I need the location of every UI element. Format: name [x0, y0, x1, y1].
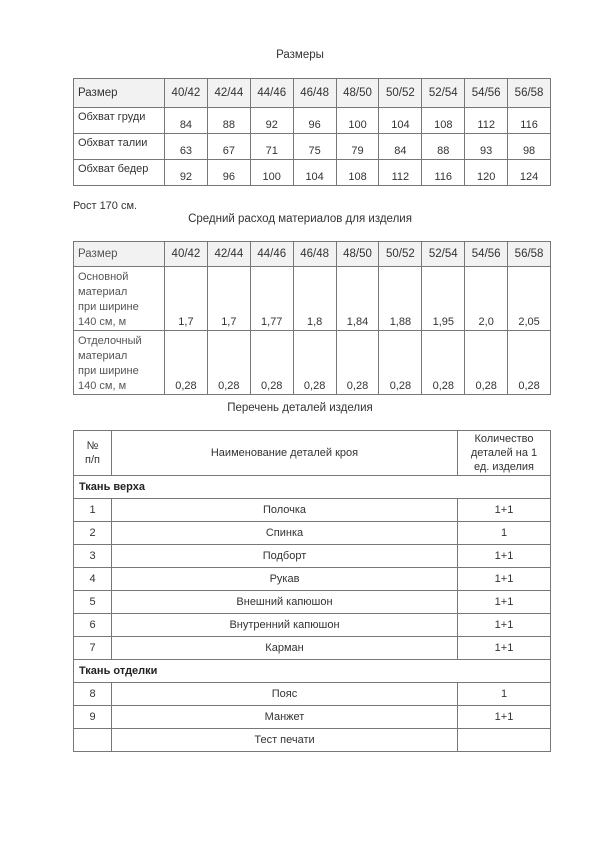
header-cell: Размер [74, 242, 165, 267]
header-cell: 52/54 [422, 79, 465, 108]
group-label: Ткань верха [74, 476, 551, 499]
value-cell: 2,0 [465, 267, 508, 331]
value-cell: 1,84 [336, 267, 379, 331]
item-qty: 1+1 [458, 706, 551, 729]
header-qty-line: ед. изделия [473, 461, 535, 473]
item-name: Внешний капюшон [112, 591, 458, 614]
item-num: 2 [74, 522, 112, 545]
value-cell: 0,28 [422, 331, 465, 395]
value-cell: 92 [165, 160, 208, 186]
item-num: 3 [74, 545, 112, 568]
value-cell: 1,88 [379, 267, 422, 331]
item-name: Рукав [112, 568, 458, 591]
header-cell: 40/42 [165, 242, 208, 267]
table-row [74, 591, 551, 614]
value-cell: 108 [422, 108, 465, 134]
value-cell: 0,28 [336, 331, 379, 395]
item-name: Карман [112, 637, 458, 660]
parts-title: Перечень деталей изделия [227, 402, 373, 414]
item-num: 5 [74, 591, 112, 614]
group-row [74, 660, 551, 683]
value-cell: 75 [293, 134, 336, 160]
header-cell: 56/58 [508, 79, 551, 108]
value-cell: 84 [165, 108, 208, 134]
value-cell: 0,28 [250, 331, 293, 395]
value-cell: 71 [250, 134, 293, 160]
row-label: Обхват бедер [74, 160, 165, 186]
header-cell: Размер [74, 79, 165, 108]
value-cell: 120 [465, 160, 508, 186]
value-cell: 98 [508, 134, 551, 160]
value-cell: 0,28 [165, 331, 208, 395]
item-qty: 1+1 [458, 614, 551, 637]
item-qty: 1+1 [458, 637, 551, 660]
header-cell: 46/48 [293, 242, 336, 267]
table-row [74, 499, 551, 522]
row-label: Обхват груди [74, 108, 165, 134]
table-row [74, 108, 551, 134]
item-qty: 1+1 [458, 568, 551, 591]
header-cell: 46/48 [293, 79, 336, 108]
value-cell: 2,05 [508, 267, 551, 331]
item-name: Подборт [112, 545, 458, 568]
table-row [74, 729, 551, 752]
item-num: 8 [74, 683, 112, 706]
row-label [74, 267, 165, 331]
header-cell: 48/50 [336, 79, 379, 108]
table-row [74, 267, 551, 331]
row-label-line: материал [78, 350, 128, 362]
value-cell: 63 [165, 134, 208, 160]
row-label-line: 140 см, м [78, 316, 127, 328]
header-num [74, 431, 112, 476]
value-cell: 124 [508, 160, 551, 186]
value-cell: 96 [293, 108, 336, 134]
header-cell: 56/58 [508, 242, 551, 267]
header-qty-line: деталей на 1 [470, 447, 538, 459]
item-name: Пояс [112, 683, 458, 706]
item-qty [458, 729, 551, 752]
item-num [74, 729, 112, 752]
header-cell: 44/46 [250, 79, 293, 108]
row-label [74, 331, 165, 395]
row-label-line: материал [78, 286, 128, 298]
row-label-line: при ширине [78, 365, 139, 377]
header-cell: 54/56 [465, 242, 508, 267]
header-num-line: № [86, 440, 99, 452]
item-num: 1 [74, 499, 112, 522]
sizes-header-row [74, 79, 551, 108]
table-row [74, 134, 551, 160]
value-cell: 0,28 [293, 331, 336, 395]
item-num: 7 [74, 637, 112, 660]
value-cell: 1,95 [422, 267, 465, 331]
header-cell: 50/52 [379, 242, 422, 267]
value-cell: 112 [379, 160, 422, 186]
row-label-line: 140 см, м [78, 380, 127, 392]
value-cell: 116 [508, 108, 551, 134]
value-cell: 88 [207, 108, 250, 134]
item-qty: 1+1 [458, 591, 551, 614]
row-label-line: Отделочный [78, 335, 142, 347]
value-cell: 96 [207, 160, 250, 186]
item-num: 6 [74, 614, 112, 637]
item-name: Спинка [112, 522, 458, 545]
table-row [74, 568, 551, 591]
header-cell: 52/54 [422, 242, 465, 267]
sizes-title: Размеры [276, 49, 324, 61]
value-cell: 93 [465, 134, 508, 160]
value-cell: 1,7 [207, 267, 250, 331]
header-num-line: п/п [85, 454, 100, 466]
value-cell: 1,8 [293, 267, 336, 331]
table-row [74, 545, 551, 568]
value-cell: 112 [465, 108, 508, 134]
value-cell: 0,28 [465, 331, 508, 395]
item-name: Внутренний капюшон [112, 614, 458, 637]
header-cell: 42/44 [207, 242, 250, 267]
item-qty: 1 [458, 683, 551, 706]
table-row [74, 522, 551, 545]
item-num: 9 [74, 706, 112, 729]
table-row [74, 683, 551, 706]
header-cell: 54/56 [465, 79, 508, 108]
item-qty: 1+1 [458, 545, 551, 568]
table-row [74, 160, 551, 186]
value-cell: 104 [293, 160, 336, 186]
value-cell: 92 [250, 108, 293, 134]
item-qty: 1+1 [458, 499, 551, 522]
table-row [74, 614, 551, 637]
parts-table [73, 430, 551, 752]
header-cell: 44/46 [250, 242, 293, 267]
row-label-line: при ширине [78, 301, 139, 313]
value-cell: 67 [207, 134, 250, 160]
header-qty-line: Количество [474, 433, 534, 445]
value-cell: 100 [250, 160, 293, 186]
row-label-line: Основной [78, 271, 129, 283]
value-cell: 1,77 [250, 267, 293, 331]
item-num: 4 [74, 568, 112, 591]
value-cell: 84 [379, 134, 422, 160]
height-note: Рост 170 см. [73, 200, 138, 212]
value-cell: 88 [422, 134, 465, 160]
parts-header-row [74, 431, 551, 476]
materials-title: Средний расход материалов для изделия [188, 213, 412, 225]
value-cell: 79 [336, 134, 379, 160]
group-row [74, 476, 551, 499]
value-cell: 0,28 [207, 331, 250, 395]
row-label: Обхват талии [74, 134, 165, 160]
item-name: Манжет [112, 706, 458, 729]
sizes-table [73, 78, 551, 186]
value-cell: 108 [336, 160, 379, 186]
table-row [74, 637, 551, 660]
materials-header-row [74, 242, 551, 267]
header-qty [458, 431, 551, 476]
group-label: Ткань отделки [74, 660, 551, 683]
value-cell: 104 [379, 108, 422, 134]
table-row [74, 331, 551, 395]
table-row [74, 706, 551, 729]
header-cell: 42/44 [207, 79, 250, 108]
item-qty: 1 [458, 522, 551, 545]
header-name: Наименование деталей кроя [112, 431, 458, 476]
value-cell: 0,28 [508, 331, 551, 395]
item-name: Полочка [112, 499, 458, 522]
value-cell: 100 [336, 108, 379, 134]
value-cell: 116 [422, 160, 465, 186]
value-cell: 1,7 [165, 267, 208, 331]
header-cell: 48/50 [336, 242, 379, 267]
header-cell: 40/42 [165, 79, 208, 108]
header-cell: 50/52 [379, 79, 422, 108]
materials-table [73, 241, 551, 395]
item-name: Тест печати [112, 729, 458, 752]
value-cell: 0,28 [379, 331, 422, 395]
